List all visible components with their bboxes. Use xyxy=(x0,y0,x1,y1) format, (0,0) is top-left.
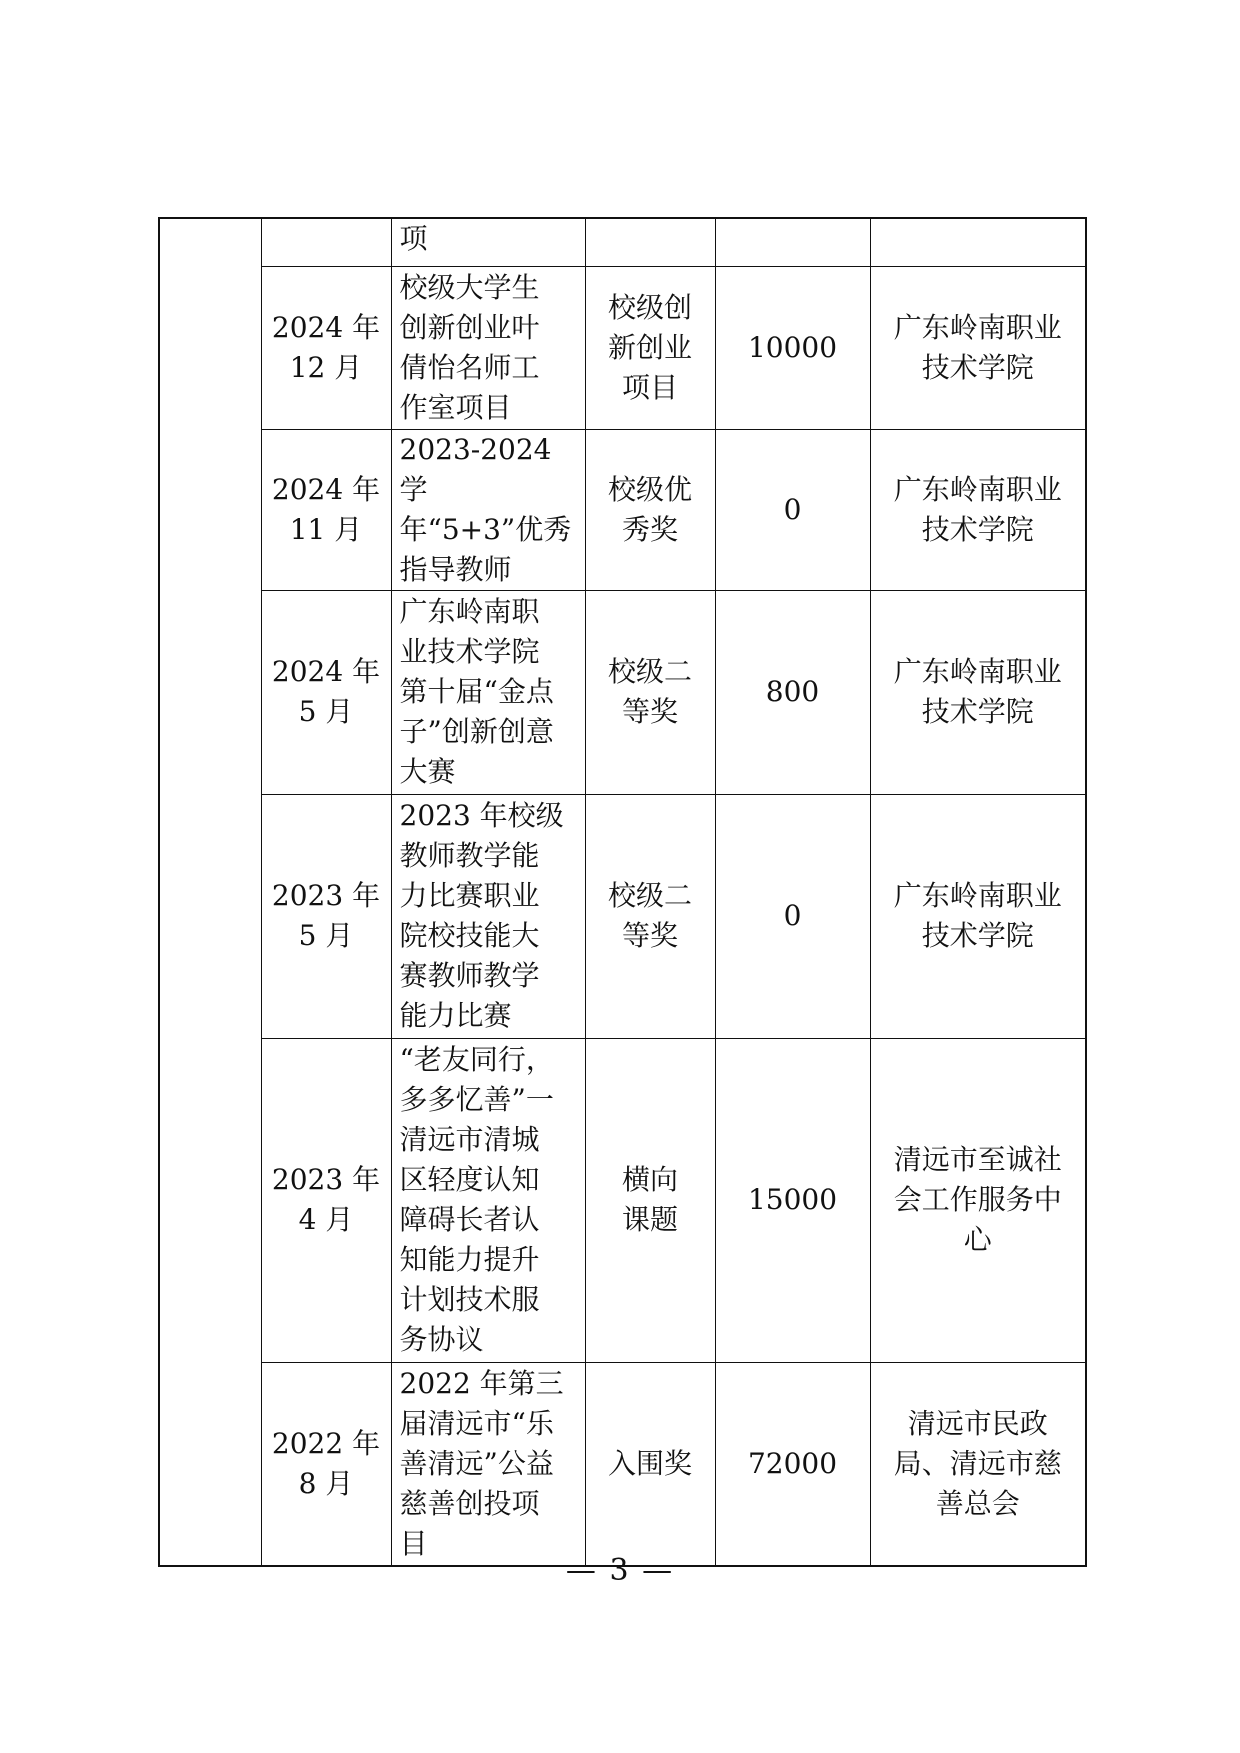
date-cell: 2023 年 5 月 xyxy=(261,794,391,1038)
amount-cell: 0 xyxy=(715,794,870,1038)
project-name-cell: “老友同行， 多多忆善”一 清远市清城 区轻度认知 障碍长者认 知能力提升 计划技术服 务协议 xyxy=(391,1038,585,1362)
amount-cell xyxy=(715,218,870,266)
organization-cell: 广东岭南职业 技术学院 xyxy=(870,266,1086,429)
category-merged-cell xyxy=(159,218,261,1566)
organization-cell: 广东岭南职业 技术学院 xyxy=(870,429,1086,590)
table-row xyxy=(159,429,1086,590)
project-name-cell: 项 xyxy=(391,218,585,266)
date-cell xyxy=(261,218,391,266)
award-level-cell: 校级二 等奖 xyxy=(585,590,715,794)
table-row xyxy=(159,590,1086,794)
table-row xyxy=(159,1362,1086,1566)
award-level-cell: 校级二 等奖 xyxy=(585,794,715,1038)
organization-cell: 清远市民政 局、清远市慈 善总会 xyxy=(870,1362,1086,1566)
awards-table xyxy=(158,217,1087,1567)
table-row xyxy=(159,218,1086,266)
table-row xyxy=(159,266,1086,429)
amount-cell: 10000 xyxy=(715,266,870,429)
project-name-cell: 2023 年校级 教师教学能 力比赛职业 院校技能大 赛教师教学 能力比赛 xyxy=(391,794,585,1038)
amount-cell: 0 xyxy=(715,429,870,590)
amount-cell: 800 xyxy=(715,590,870,794)
award-level-cell: 入围奖 xyxy=(585,1362,715,1566)
page-number: — 3 — xyxy=(565,1553,675,1588)
date-cell: 2024 年 11 月 xyxy=(261,429,391,590)
date-cell: 2024 年 5 月 xyxy=(261,590,391,794)
project-name-cell: 广东岭南职 业技术学院 第十届“金点 子”创新创意 大赛 xyxy=(391,590,585,794)
award-level-cell: 校级优 秀奖 xyxy=(585,429,715,590)
amount-cell: 72000 xyxy=(715,1362,870,1566)
date-cell: 2023 年 4 月 xyxy=(261,1038,391,1362)
organization-cell: 广东岭南职业 技术学院 xyxy=(870,794,1086,1038)
organization-cell: 广东岭南职业 技术学院 xyxy=(870,590,1086,794)
table-row xyxy=(159,794,1086,1038)
organization-cell xyxy=(870,218,1086,266)
project-name-cell: 校级大学生 创新创业叶 倩怡名师工 作室项目 xyxy=(391,266,585,429)
project-name-cell: 2023-2024 学 年“5+3”优秀 指导教师 xyxy=(391,429,585,590)
date-cell: 2022 年 8 月 xyxy=(261,1362,391,1566)
date-cell: 2024 年 12 月 xyxy=(261,266,391,429)
award-level-cell xyxy=(585,218,715,266)
award-level-cell: 横向 课题 xyxy=(585,1038,715,1362)
award-level-cell: 校级创 新创业 项目 xyxy=(585,266,715,429)
amount-cell: 15000 xyxy=(715,1038,870,1362)
project-name-cell: 2022 年第三 届清远市“乐 善清远”公益 慈善创投项 目 xyxy=(391,1362,585,1566)
organization-cell: 清远市至诚社 会工作服务中 心 xyxy=(870,1038,1086,1362)
table-row xyxy=(159,1038,1086,1362)
